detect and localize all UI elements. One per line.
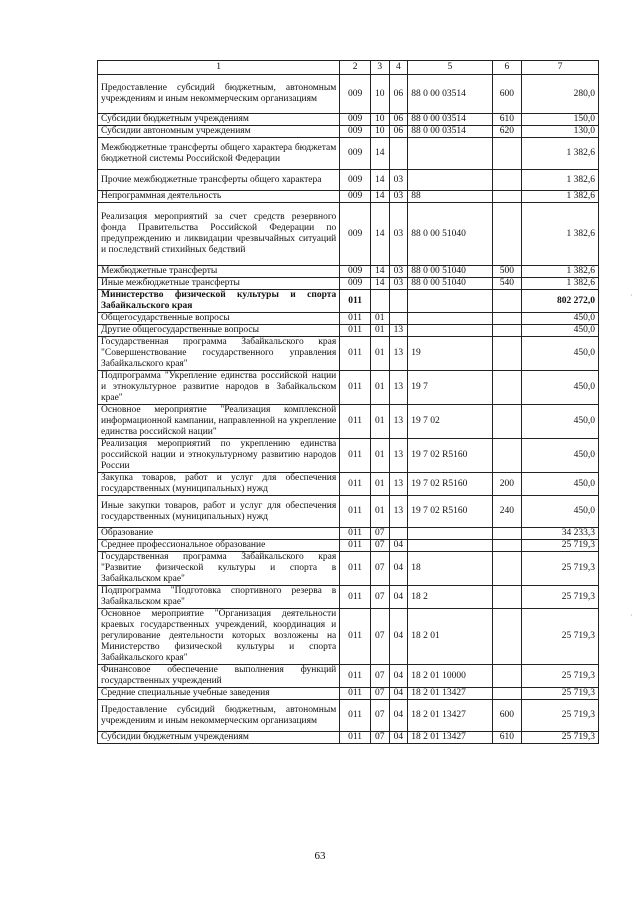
- column-header: 3: [370, 61, 389, 75]
- row-section: 07: [370, 688, 389, 700]
- row-section: 01: [370, 337, 389, 371]
- row-target-article: [408, 313, 492, 325]
- row-target-article: 88 0 00 51040: [408, 278, 492, 290]
- row-amount: 130,0: [522, 126, 599, 138]
- row-name: Предоставление субсидий бюджетным, автономным учреждениям и иным некоммерческим организациям: [98, 700, 340, 732]
- table-row: [98, 191, 599, 203]
- row-amount: 450,0: [522, 337, 599, 371]
- table-row: [98, 75, 599, 114]
- row-code: 009: [340, 266, 371, 278]
- row-subsection: 13: [389, 496, 408, 528]
- row-name: Основное мероприятие "Реализация комплексной информационной кампании, направленной на укрепление единства российской нации": [98, 405, 340, 439]
- row-expense-type: [492, 552, 522, 586]
- row-target-article: 88 0 00 03514: [408, 114, 492, 126]
- row-code: 009: [340, 191, 371, 203]
- row-expense-type: [492, 170, 522, 191]
- row-section: 14: [370, 138, 389, 170]
- row-section: 07: [370, 700, 389, 732]
- row-name: Прочие межбюджетные трансферты общего характера: [98, 170, 340, 191]
- table-row: [98, 552, 599, 586]
- row-amount: 1 382,6: [522, 266, 599, 278]
- row-subsection: 13: [389, 371, 408, 405]
- row-code: 009: [340, 170, 371, 191]
- row-section: 07: [370, 586, 389, 609]
- row-target-article: 88 0 00 03514: [408, 126, 492, 138]
- row-name: Закупка товаров, работ и услуг для обеспечения государственных (муниципальных) нужд: [98, 473, 340, 496]
- row-target-article: 18 2 01 13427: [408, 688, 492, 700]
- row-section: 07: [370, 609, 389, 665]
- column-header: 1: [98, 61, 340, 75]
- row-target-article: [408, 290, 492, 313]
- row-amount: 25 719,3: [522, 732, 599, 744]
- row-subsection: 06: [389, 75, 408, 114]
- row-expense-type: [492, 290, 522, 313]
- row-amount: 1 382,6: [522, 278, 599, 290]
- row-target-article: 88 0 00 51040: [408, 266, 492, 278]
- row-target-article: 88 0 00 03514: [408, 75, 492, 114]
- row-code: 009: [340, 114, 371, 126]
- row-name: Средние специальные учебные заведения: [98, 688, 340, 700]
- row-expense-type: [492, 439, 522, 473]
- table-row: [98, 496, 599, 528]
- row-target-article: 19: [408, 337, 492, 371]
- row-code: 011: [340, 609, 371, 665]
- table-row: [98, 138, 599, 170]
- row-amount: 1 382,6: [522, 191, 599, 203]
- row-code: 011: [340, 290, 371, 313]
- row-subsection: 04: [389, 732, 408, 744]
- row-subsection: 03: [389, 266, 408, 278]
- row-section: 14: [370, 203, 389, 266]
- row-amount: 25 719,3: [522, 552, 599, 586]
- row-section: 01: [370, 439, 389, 473]
- row-amount: 450,0: [522, 496, 599, 528]
- row-expense-type: [492, 371, 522, 405]
- row-section: [370, 290, 389, 313]
- row-amount: 450,0: [522, 371, 599, 405]
- row-target-article: 18 2 01 13427: [408, 700, 492, 732]
- table-row: [98, 528, 599, 540]
- row-name: Субсидии бюджетным учреждениям: [98, 114, 340, 126]
- row-expense-type: [492, 325, 522, 337]
- row-section: 01: [370, 313, 389, 325]
- row-expense-type: 540: [492, 278, 522, 290]
- table-row: [98, 688, 599, 700]
- row-expense-type: 200: [492, 473, 522, 496]
- row-code: 011: [340, 405, 371, 439]
- row-expense-type: 610: [492, 114, 522, 126]
- row-amount: 1 382,6: [522, 138, 599, 170]
- table-body: [98, 75, 599, 744]
- row-amount: 450,0: [522, 405, 599, 439]
- row-amount: 25 719,3: [522, 609, 599, 665]
- row-code: 011: [340, 552, 371, 586]
- row-subsection: 04: [389, 665, 408, 688]
- row-expense-type: [492, 337, 522, 371]
- row-amount: 25 719,3: [522, 586, 599, 609]
- row-subsection: 13: [389, 473, 408, 496]
- table-row: [98, 439, 599, 473]
- row-name: Образование: [98, 528, 340, 540]
- row-section: 07: [370, 552, 389, 586]
- row-expense-type: [492, 405, 522, 439]
- row-amount: 450,0: [522, 473, 599, 496]
- row-section: 14: [370, 191, 389, 203]
- row-expense-type: 610: [492, 732, 522, 744]
- row-expense-type: [492, 609, 522, 665]
- row-expense-type: [492, 688, 522, 700]
- row-section: 10: [370, 126, 389, 138]
- row-subsection: 03: [389, 170, 408, 191]
- row-expense-type: [492, 528, 522, 540]
- row-subsection: [389, 138, 408, 170]
- row-subsection: 13: [389, 439, 408, 473]
- row-code: 011: [340, 337, 371, 371]
- row-subsection: 04: [389, 586, 408, 609]
- row-name: Государственная программа Забайкальского края "Совершенствование государственного управления Забайкальского края": [98, 337, 340, 371]
- row-subsection: 04: [389, 552, 408, 586]
- row-target-article: 19 7 02 R5160: [408, 496, 492, 528]
- row-code: 011: [340, 496, 371, 528]
- row-code: 011: [340, 439, 371, 473]
- row-amount: 802 272,0: [522, 290, 599, 313]
- row-expense-type: [492, 138, 522, 170]
- row-amount: 150,0: [522, 114, 599, 126]
- row-name: Государственная программа Забайкальского края "Развитие физической культуры и спорта в Забайкальском крае": [98, 552, 340, 586]
- row-section: 01: [370, 473, 389, 496]
- table-row: [98, 473, 599, 496]
- row-name: Подпрограмма "Укрепление единства российской нации и этнокультурное развитие народов в Забайкальском крае": [98, 371, 340, 405]
- row-code: 011: [340, 540, 371, 552]
- row-code: 011: [340, 700, 371, 732]
- table-row: [98, 126, 599, 138]
- row-amount: 450,0: [522, 313, 599, 325]
- row-name: Межбюджетные трансферты: [98, 266, 340, 278]
- table-row: [98, 732, 599, 744]
- row-name: Субсидии бюджетным учреждениям: [98, 732, 340, 744]
- row-name: Предоставление субсидий бюджетным, автономным учреждениям и иным некоммерческим организациям: [98, 75, 340, 114]
- row-subsection: [389, 313, 408, 325]
- row-code: 009: [340, 138, 371, 170]
- table-row: [98, 114, 599, 126]
- row-target-article: 18: [408, 552, 492, 586]
- row-name: Общегосударственные вопросы: [98, 313, 340, 325]
- row-target-article: 19 7: [408, 371, 492, 405]
- row-code: 011: [340, 665, 371, 688]
- row-amount: 1 382,6: [522, 203, 599, 266]
- column-header: 4: [389, 61, 408, 75]
- row-subsection: [389, 528, 408, 540]
- row-target-article: 18 2 01: [408, 609, 492, 665]
- row-section: 10: [370, 75, 389, 114]
- row-code: 011: [340, 325, 371, 337]
- table-row: [98, 313, 599, 325]
- row-section: 01: [370, 496, 389, 528]
- row-section: 01: [370, 405, 389, 439]
- row-target-article: 18 2: [408, 586, 492, 609]
- row-subsection: 03: [389, 203, 408, 266]
- row-subsection: 03: [389, 278, 408, 290]
- table-row: [98, 405, 599, 439]
- row-section: 14: [370, 266, 389, 278]
- row-amount: 25 719,3: [522, 540, 599, 552]
- row-target-article: [408, 138, 492, 170]
- row-code: 011: [340, 732, 371, 744]
- row-amount: 25 719,3: [522, 688, 599, 700]
- row-amount: 450,0: [522, 439, 599, 473]
- table-row: [98, 325, 599, 337]
- column-header: 7: [522, 61, 599, 75]
- row-subsection: 04: [389, 688, 408, 700]
- row-amount: 1 382,6: [522, 170, 599, 191]
- row-target-article: 19 7 02 R5160: [408, 439, 492, 473]
- row-amount: 25 719,3: [522, 700, 599, 732]
- column-header: 5: [408, 61, 492, 75]
- scan-mark: ·: [630, 290, 633, 300]
- row-subsection: 04: [389, 540, 408, 552]
- row-subsection: 04: [389, 700, 408, 732]
- row-amount: 34 233,3: [522, 528, 599, 540]
- table-row: [98, 540, 599, 552]
- row-subsection: [389, 290, 408, 313]
- row-name: Среднее профессиональное образование: [98, 540, 340, 552]
- row-name: Подпрограмма "Подготовка спортивного резерва в Забайкальском крае": [98, 586, 340, 609]
- row-code: 011: [340, 371, 371, 405]
- row-subsection: 06: [389, 126, 408, 138]
- row-target-article: 19 7 02: [408, 405, 492, 439]
- row-target-article: 88: [408, 191, 492, 203]
- row-expense-type: [492, 191, 522, 203]
- row-target-article: [408, 528, 492, 540]
- table-row: [98, 609, 599, 665]
- row-subsection: 13: [389, 325, 408, 337]
- row-name: Министерство физической культуры и спорта Забайкальского края: [98, 290, 340, 313]
- table-row: [98, 266, 599, 278]
- row-expense-type: [492, 313, 522, 325]
- row-expense-type: [492, 540, 522, 552]
- row-expense-type: 240: [492, 496, 522, 528]
- row-section: 07: [370, 528, 389, 540]
- row-expense-type: 620: [492, 126, 522, 138]
- row-name: Иные межбюджетные трансферты: [98, 278, 340, 290]
- row-expense-type: 600: [492, 700, 522, 732]
- row-amount: 450,0: [522, 325, 599, 337]
- row-name: Непрограммная деятельность: [98, 191, 340, 203]
- row-name: Реализация мероприятий за счет средств резервного фонда Правительства Российской Федерации по предупреждению и ликвидации чрезвычайных ситуаций и последствий стихийных бедствий: [98, 203, 340, 266]
- column-header: 2: [340, 61, 371, 75]
- row-expense-type: 600: [492, 75, 522, 114]
- row-subsection: 04: [389, 609, 408, 665]
- row-code: 009: [340, 203, 371, 266]
- row-expense-type: [492, 586, 522, 609]
- row-code: 009: [340, 75, 371, 114]
- table-row: [98, 700, 599, 732]
- row-target-article: 18 2 01 10000: [408, 665, 492, 688]
- row-name: Основное мероприятие "Организация деятельности краевых государственных учреждений, координация и регулирование деятельности которых возложены на Министерство физической культуры и спорта Забайкальского края": [98, 609, 340, 665]
- row-code: 009: [340, 126, 371, 138]
- table-row: [98, 278, 599, 290]
- row-target-article: [408, 325, 492, 337]
- row-target-article: 18 2 01 13427: [408, 732, 492, 744]
- row-name: Другие общегосударственные вопросы: [98, 325, 340, 337]
- table-row: [98, 665, 599, 688]
- row-subsection: 03: [389, 191, 408, 203]
- table-row: [98, 371, 599, 405]
- row-section: 14: [370, 170, 389, 191]
- row-code: 011: [340, 473, 371, 496]
- row-code: 011: [340, 528, 371, 540]
- row-code: 011: [340, 586, 371, 609]
- row-section: 14: [370, 278, 389, 290]
- row-expense-type: 500: [492, 266, 522, 278]
- row-expense-type: [492, 665, 522, 688]
- budget-table: [97, 60, 599, 744]
- row-section: 07: [370, 732, 389, 744]
- column-header: 6: [492, 61, 522, 75]
- row-section: 07: [370, 540, 389, 552]
- row-section: 01: [370, 325, 389, 337]
- row-amount: 25 719,3: [522, 665, 599, 688]
- row-amount: 280,0: [522, 75, 599, 114]
- row-subsection: 13: [389, 405, 408, 439]
- table-row: [98, 290, 599, 313]
- row-target-article: 19 7 02 R5160: [408, 473, 492, 496]
- row-name: Реализация мероприятий по укреплению единства российской нации и этнокультурному развитию народов России: [98, 439, 340, 473]
- table-row: [98, 170, 599, 191]
- scan-mark: ·: [630, 610, 633, 620]
- page-number: 63: [314, 850, 326, 862]
- row-target-article: 88 0 00 51040: [408, 203, 492, 266]
- table-row: [98, 203, 599, 266]
- row-subsection: 06: [389, 114, 408, 126]
- row-code: 011: [340, 313, 371, 325]
- row-code: 011: [340, 688, 371, 700]
- row-name: Межбюджетные трансферты общего характера бюджетам бюджетной системы Российской Федерации: [98, 138, 340, 170]
- row-code: 009: [340, 278, 371, 290]
- row-section: 01: [370, 371, 389, 405]
- row-target-article: [408, 540, 492, 552]
- row-section: 07: [370, 665, 389, 688]
- row-name: Иные закупки товаров, работ и услуг для обеспечения государственных (муниципальных) нужд: [98, 496, 340, 528]
- table-row: [98, 337, 599, 371]
- row-target-article: [408, 170, 492, 191]
- table-header-row: [98, 61, 599, 75]
- row-name: Финансовое обеспечение выполнения функций государственных учреждений: [98, 665, 340, 688]
- row-subsection: 13: [389, 337, 408, 371]
- row-name: Субсидии автономным учреждениям: [98, 126, 340, 138]
- table-row: [98, 586, 599, 609]
- row-expense-type: [492, 203, 522, 266]
- row-section: 10: [370, 114, 389, 126]
